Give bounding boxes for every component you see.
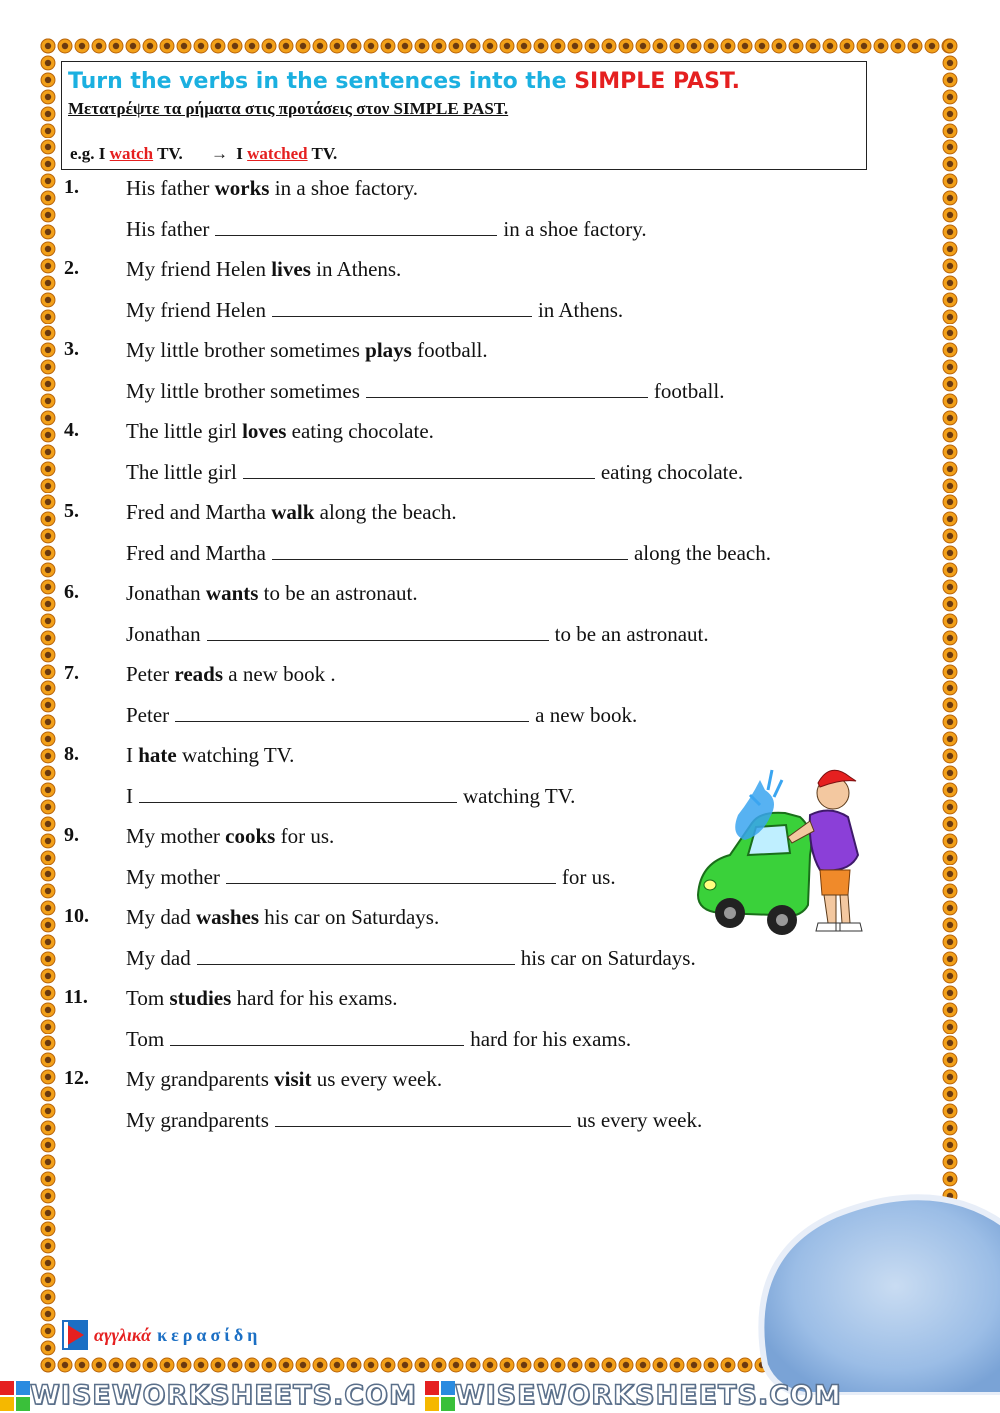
sentence-start: Jonathan [126, 581, 206, 605]
exercise-item [64, 415, 884, 496]
sentence-end: in a shoe factory. [274, 176, 418, 200]
example-answer-prefix: I [236, 144, 243, 163]
target-verb: reads [174, 662, 224, 686]
exercise-answer-line [126, 622, 709, 647]
sentence-start: My little brother sometimes [126, 338, 360, 362]
exercise-number: 8. [64, 743, 79, 765]
answer-end: along the beach. [633, 541, 771, 565]
exercise-sentence [126, 905, 439, 930]
exercise-answer-line [126, 1108, 702, 1133]
exercise-sentence [126, 500, 457, 525]
exercise-sentence [126, 743, 294, 768]
arrow-icon: → [211, 144, 229, 163]
publisher-logo [62, 1318, 261, 1352]
target-verb: walk [271, 500, 315, 524]
exercise-item [64, 253, 884, 334]
exercise-answer-line [126, 298, 623, 323]
answer-start: Fred and Martha [126, 541, 266, 565]
answer-start: Peter [126, 703, 170, 727]
exercise-item [64, 982, 884, 1063]
exercise-answer-line [126, 379, 724, 404]
answer-start: My little brother sometimes [126, 379, 360, 403]
exercise-answer-line [126, 703, 637, 728]
target-verb: wants [205, 581, 259, 605]
answer-end: hard for his exams. [470, 1027, 632, 1051]
exercise-number: 7. [64, 662, 79, 684]
exercise-answer-line [126, 217, 647, 242]
watermark-1 [0, 1380, 417, 1411]
example-verb: watch [109, 144, 154, 163]
example-answer-verb: watched [247, 144, 308, 163]
watermark-text: WISEWORKSHEETS.COM [454, 1380, 842, 1411]
answer-blank[interactable] [243, 460, 595, 479]
sentence-start: My mother [126, 824, 220, 848]
answer-start: I [126, 784, 133, 808]
exercise-number: 9. [64, 824, 79, 846]
answer-blank[interactable] [366, 379, 648, 398]
answer-start: My friend Helen [126, 298, 266, 322]
sentence-start: Fred and Martha [126, 500, 266, 524]
sentence-start: My dad [126, 905, 191, 929]
sentence-start: I [126, 743, 133, 767]
watermark-text: WISEWORKSHEETS.COM [30, 1380, 417, 1411]
watermark-logo-icon [425, 1381, 455, 1411]
answer-start: Jonathan [126, 622, 201, 646]
exercise-number: 4. [64, 419, 79, 441]
answer-end: a new book. [535, 703, 638, 727]
exercise-number: 11. [64, 986, 88, 1008]
exercise-item [64, 496, 884, 577]
exercise-number: 1. [64, 176, 79, 198]
answer-end: in Athens. [537, 298, 624, 322]
answer-blank[interactable] [175, 703, 529, 722]
sentence-start: My friend Helen [126, 257, 266, 281]
exercise-item [64, 334, 884, 415]
exercise-list [64, 172, 884, 1144]
answer-start: My grandparents [126, 1108, 269, 1132]
exercise-sentence [126, 1067, 442, 1092]
exercise-item [64, 658, 884, 739]
sentence-start: My grandparents [126, 1067, 269, 1091]
sentence-end: us every week. [316, 1067, 443, 1091]
worksheet-title [68, 66, 860, 98]
sentence-end: his car on Saturdays. [264, 905, 440, 929]
greek-subtitle: Μετατρέψτε τα ρήματα στις προτάσεις στον SIMPLE PAST. [68, 99, 509, 118]
answer-end: us every week. [576, 1108, 703, 1132]
title-text: Turn the verbs in the sentences into the [68, 69, 567, 94]
answer-start: Tom [126, 1027, 165, 1051]
sentence-end: watching TV. [182, 743, 295, 767]
sentence-start: Peter [126, 662, 170, 686]
exercise-sentence [126, 338, 488, 363]
target-verb: loves [242, 419, 287, 443]
example-line [70, 144, 337, 164]
logo-text-1: αγγλικά [94, 1324, 152, 1345]
target-verb: plays [365, 338, 412, 362]
answer-end: his car on Saturdays. [520, 946, 696, 970]
answer-end: for us. [561, 865, 616, 889]
example-answer-suffix: TV. [311, 144, 338, 163]
exercise-answer-line [126, 541, 771, 566]
answer-blank[interactable] [197, 946, 515, 965]
exercise-sentence [126, 986, 398, 1011]
answer-start: The little girl [126, 460, 237, 484]
answer-blank[interactable] [207, 622, 549, 641]
answer-end: to be an astronaut. [554, 622, 709, 646]
answer-start: My mother [126, 865, 220, 889]
answer-blank[interactable] [170, 1027, 464, 1046]
sentence-end: for us. [280, 824, 335, 848]
exercise-sentence [126, 662, 336, 687]
watermark-2 [425, 1380, 842, 1411]
title-accent: SIMPLE PAST. [574, 69, 740, 94]
sentence-end: hard for his exams. [236, 986, 398, 1010]
logo-icon [62, 1320, 88, 1350]
exercise-sentence [126, 419, 434, 444]
logo-text-2: κερασίδη [157, 1324, 262, 1345]
flower-border-top [40, 38, 958, 54]
watermark-logo-icon [0, 1381, 30, 1411]
exercise-sentence [126, 581, 418, 606]
answer-blank[interactable] [139, 784, 457, 803]
answer-blank[interactable] [226, 865, 556, 884]
flower-border-left [40, 38, 56, 1373]
sentence-end: a new book . [228, 662, 336, 686]
instructions-box [61, 61, 867, 170]
exercise-answer-line [126, 460, 743, 485]
exercise-number: 10. [64, 905, 89, 927]
sentence-start: Tom [126, 986, 165, 1010]
exercise-number: 5. [64, 500, 79, 522]
exercise-sentence [126, 824, 334, 849]
exercise-number: 3. [64, 338, 79, 360]
answer-blank[interactable] [272, 541, 628, 560]
decorative-blob [745, 1165, 1000, 1395]
exercise-answer-line [126, 946, 696, 971]
watermark-bar [0, 1378, 1000, 1413]
sentence-start: His father [126, 176, 210, 200]
answer-blank[interactable] [215, 217, 497, 236]
exercise-number: 2. [64, 257, 79, 279]
answer-blank[interactable] [272, 298, 532, 317]
man-washing-car-illustration [690, 755, 875, 940]
target-verb: studies [169, 986, 232, 1010]
answer-end: in a shoe factory. [503, 217, 647, 241]
exercise-sentence [126, 257, 401, 282]
sentence-end: football. [417, 338, 488, 362]
target-verb: hate [138, 743, 177, 767]
target-verb: washes [196, 905, 260, 929]
sentence-end: along the beach. [319, 500, 457, 524]
answer-start: My dad [126, 946, 191, 970]
answer-end: football. [653, 379, 725, 403]
exercise-answer-line [126, 784, 575, 809]
sentence-end: eating chocolate. [291, 419, 434, 443]
target-verb: visit [274, 1067, 312, 1091]
exercise-number: 6. [64, 581, 79, 603]
sentence-start: The little girl [126, 419, 237, 443]
exercise-item [64, 172, 884, 253]
exercise-number: 12. [64, 1067, 89, 1089]
exercise-answer-line [126, 865, 616, 890]
exercise-item [64, 1063, 884, 1144]
answer-end: eating chocolate. [600, 460, 744, 484]
answer-end: watching TV. [463, 784, 576, 808]
answer-blank[interactable] [275, 1108, 571, 1127]
target-verb: cooks [225, 824, 276, 848]
example-prefix: e.g. I [70, 144, 106, 163]
sentence-end: to be an astronaut. [263, 581, 418, 605]
exercise-sentence [126, 176, 418, 201]
exercise-item [64, 577, 884, 658]
target-verb: works [214, 176, 270, 200]
target-verb: lives [271, 257, 311, 281]
sentence-end: in Athens. [316, 257, 402, 281]
exercise-answer-line [126, 1027, 631, 1052]
answer-start: His father [126, 217, 210, 241]
example-suffix: TV. [157, 144, 183, 163]
